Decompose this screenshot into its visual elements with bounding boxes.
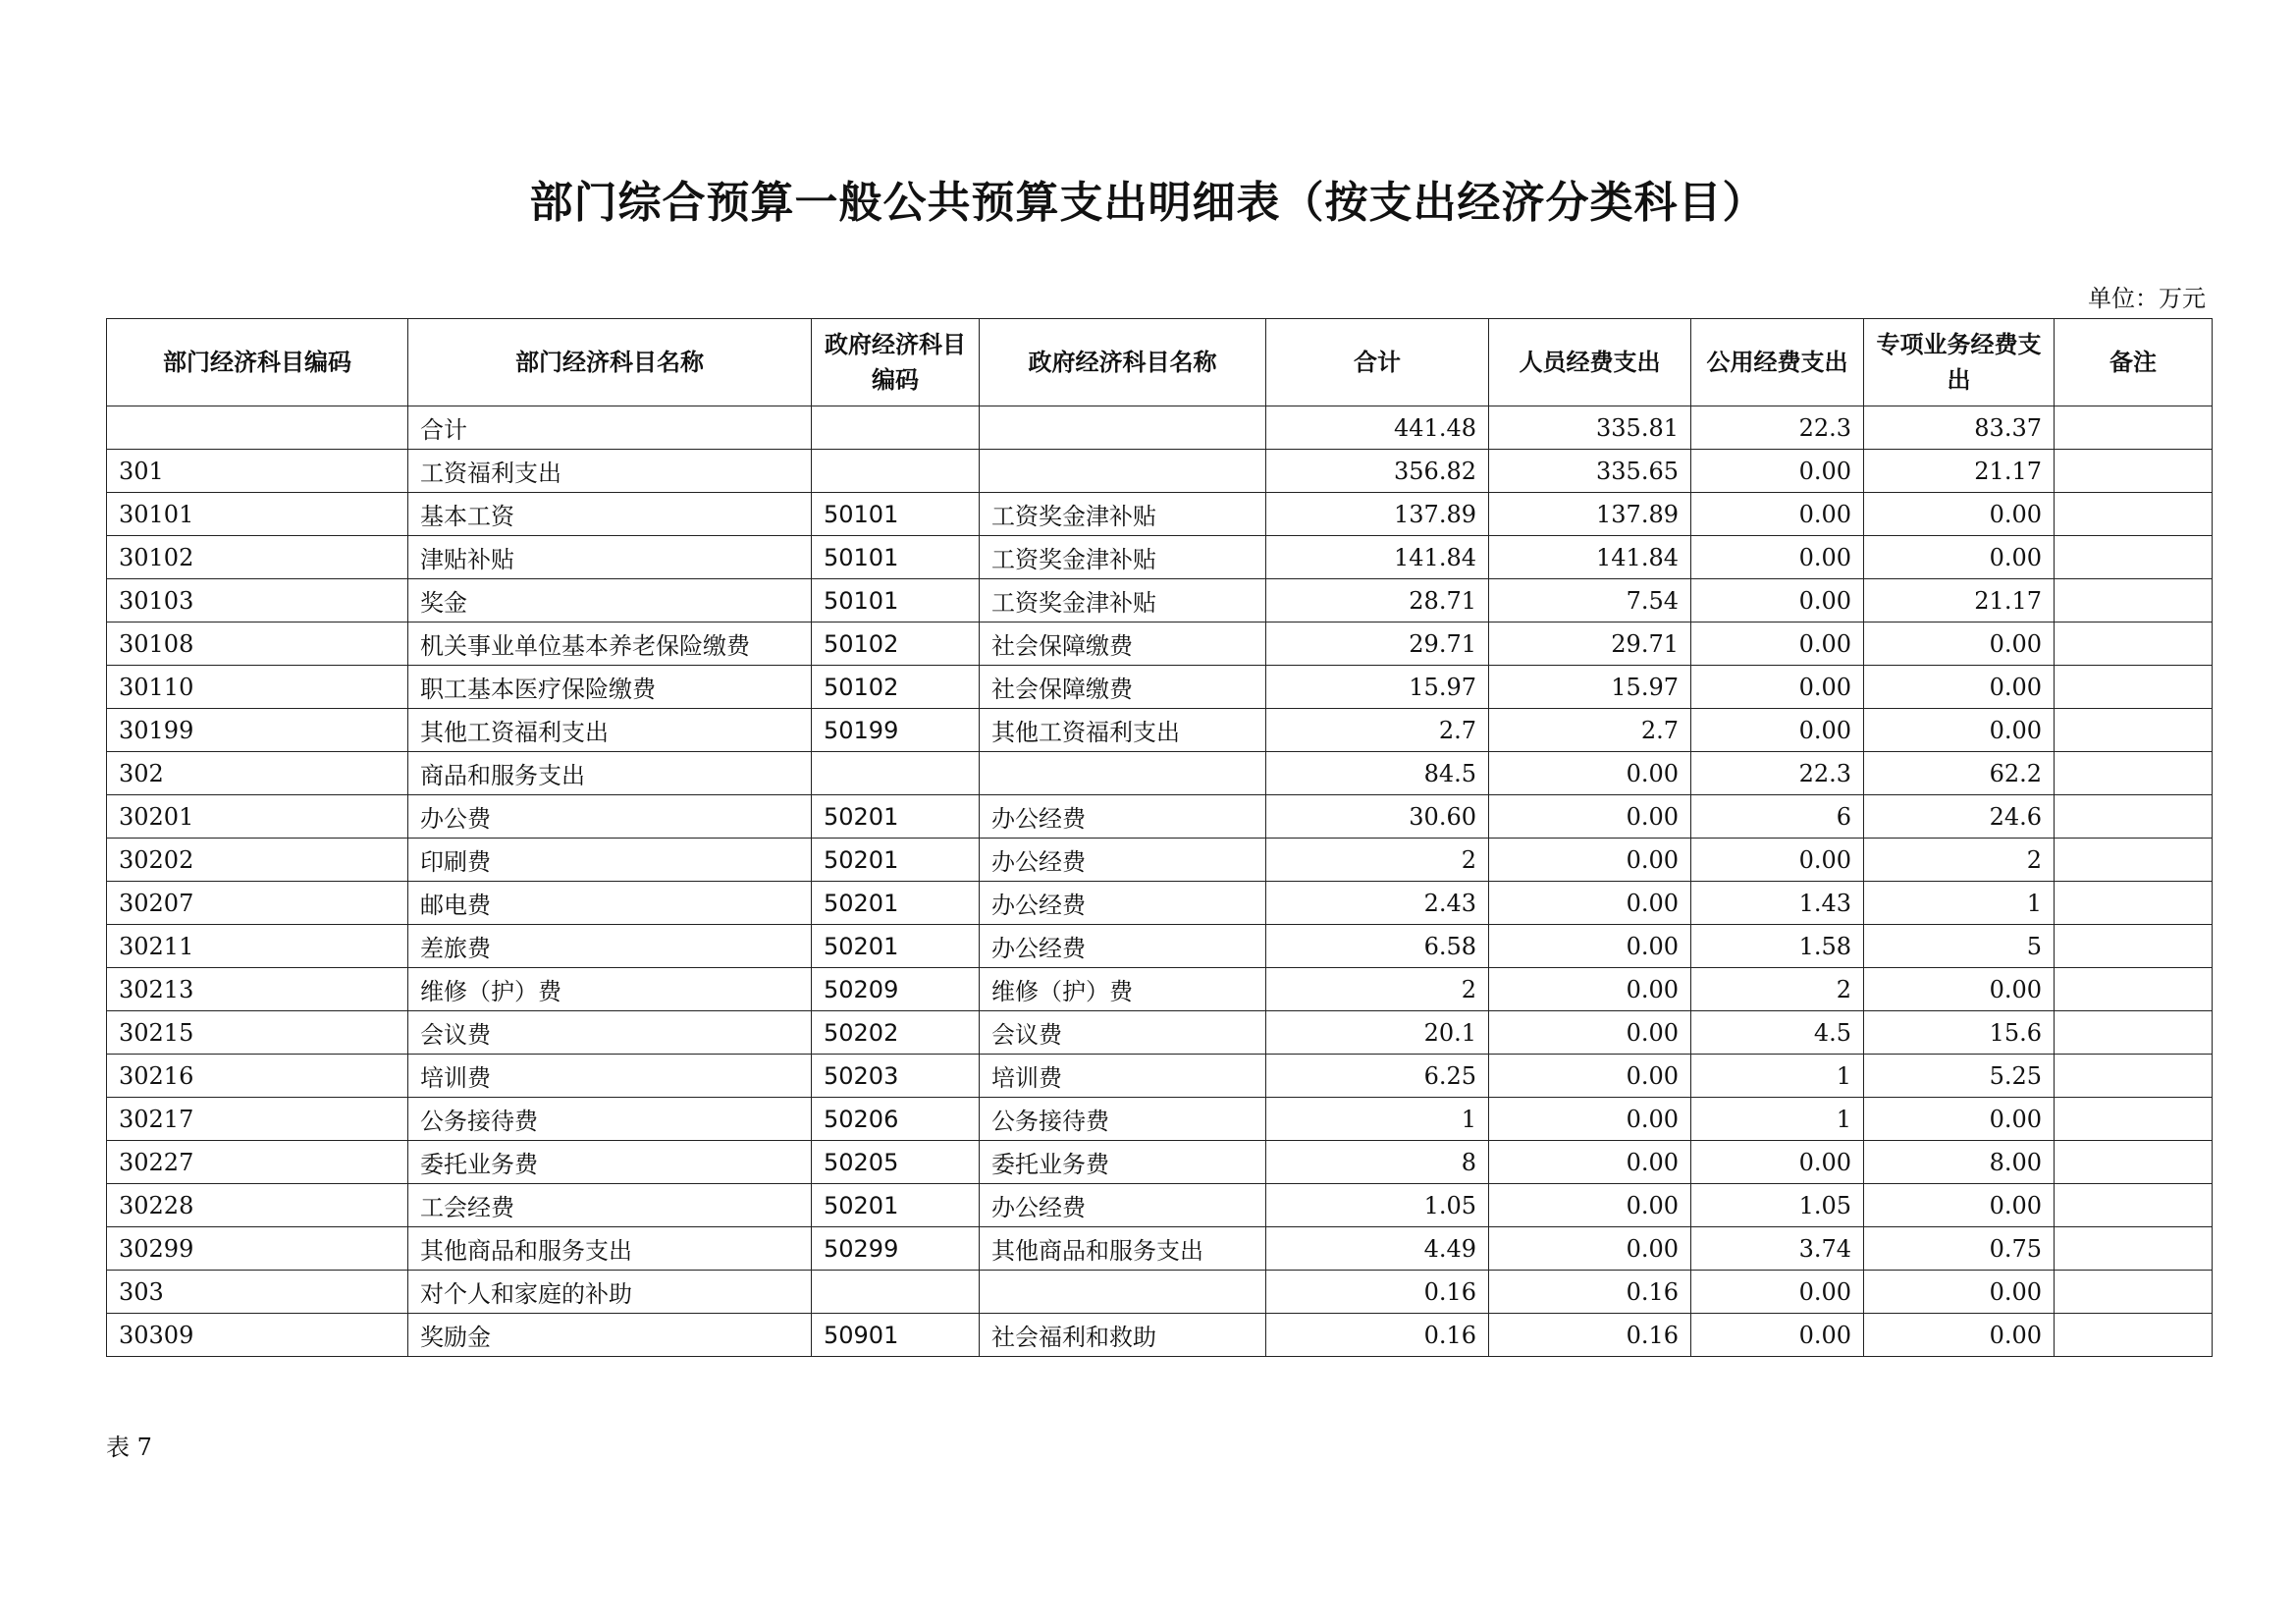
cell-personnel: 0.00 bbox=[1489, 795, 1691, 839]
table-row bbox=[107, 1011, 2213, 1055]
cell-dept-name: 会议费 bbox=[408, 1011, 812, 1055]
cell-total: 2.7 bbox=[1266, 709, 1489, 752]
cell-personnel: 0.00 bbox=[1489, 1184, 1691, 1227]
cell-gov-code: 50299 bbox=[812, 1227, 980, 1271]
cell-public: 0.00 bbox=[1691, 1314, 1864, 1357]
cell-note bbox=[2055, 1141, 2213, 1184]
cell-public: 1.05 bbox=[1691, 1184, 1864, 1227]
cell-public: 1 bbox=[1691, 1055, 1864, 1098]
cell-gov-name: 会议费 bbox=[980, 1011, 1266, 1055]
cell-gov-code: 50201 bbox=[812, 882, 980, 925]
table-row bbox=[107, 795, 2213, 839]
cell-dept-code: 30299 bbox=[107, 1227, 408, 1271]
cell-personnel: 137.89 bbox=[1489, 493, 1691, 536]
cell-total: 0.16 bbox=[1266, 1271, 1489, 1314]
cell-special: 0.00 bbox=[1864, 666, 2055, 709]
cell-personnel: 0.00 bbox=[1489, 1098, 1691, 1141]
header-total: 合计 bbox=[1266, 319, 1489, 406]
cell-dept-code: 30201 bbox=[107, 795, 408, 839]
cell-dept-code: 30309 bbox=[107, 1314, 408, 1357]
cell-gov-code: 50101 bbox=[812, 579, 980, 623]
cell-dept-code: 30227 bbox=[107, 1141, 408, 1184]
cell-total: 29.71 bbox=[1266, 623, 1489, 666]
header-dept-name: 部门经济科目名称 bbox=[408, 319, 812, 406]
cell-total: 15.97 bbox=[1266, 666, 1489, 709]
cell-public: 0.00 bbox=[1691, 1141, 1864, 1184]
table-row bbox=[107, 1227, 2213, 1271]
cell-gov-name: 社会保障缴费 bbox=[980, 623, 1266, 666]
cell-dept-name: 商品和服务支出 bbox=[408, 752, 812, 795]
cell-dept-code: 30228 bbox=[107, 1184, 408, 1227]
table-row bbox=[107, 450, 2213, 493]
table-row bbox=[107, 839, 2213, 882]
cell-note bbox=[2055, 752, 2213, 795]
cell-total: 8 bbox=[1266, 1141, 1489, 1184]
cell-public: 0.00 bbox=[1691, 493, 1864, 536]
cell-personnel: 0.00 bbox=[1489, 1055, 1691, 1098]
table-number: 表 7 bbox=[106, 1434, 152, 1461]
cell-special: 0.00 bbox=[1864, 968, 2055, 1011]
table-body bbox=[107, 406, 2213, 1357]
cell-special: 21.17 bbox=[1864, 450, 2055, 493]
table-row bbox=[107, 1098, 2213, 1141]
cell-total: 2.43 bbox=[1266, 882, 1489, 925]
cell-note bbox=[2055, 623, 2213, 666]
cell-special: 15.6 bbox=[1864, 1011, 2055, 1055]
cell-dept-name: 维修（护）费 bbox=[408, 968, 812, 1011]
cell-special: 0.00 bbox=[1864, 623, 2055, 666]
cell-special: 21.17 bbox=[1864, 579, 2055, 623]
table-row bbox=[107, 968, 2213, 1011]
header-public: 公用经费支出 bbox=[1691, 319, 1864, 406]
cell-gov-code: 50102 bbox=[812, 623, 980, 666]
cell-note bbox=[2055, 968, 2213, 1011]
cell-total: 6.25 bbox=[1266, 1055, 1489, 1098]
cell-personnel: 29.71 bbox=[1489, 623, 1691, 666]
cell-personnel: 0.00 bbox=[1489, 925, 1691, 968]
cell-public: 1.43 bbox=[1691, 882, 1864, 925]
cell-dept-name: 工会经费 bbox=[408, 1184, 812, 1227]
cell-gov-name: 工资奖金津补贴 bbox=[980, 579, 1266, 623]
table-row bbox=[107, 752, 2213, 795]
cell-gov-name: 社会福利和救助 bbox=[980, 1314, 1266, 1357]
cell-public: 22.3 bbox=[1691, 752, 1864, 795]
cell-note bbox=[2055, 450, 2213, 493]
cell-dept-name: 公务接待费 bbox=[408, 1098, 812, 1141]
cell-note bbox=[2055, 1314, 2213, 1357]
header-note: 备注 bbox=[2055, 319, 2213, 406]
cell-gov-name: 工资奖金津补贴 bbox=[980, 536, 1266, 579]
cell-public: 0.00 bbox=[1691, 579, 1864, 623]
table-header-row bbox=[107, 319, 2213, 406]
cell-note bbox=[2055, 925, 2213, 968]
cell-personnel: 0.00 bbox=[1489, 839, 1691, 882]
cell-special: 0.75 bbox=[1864, 1227, 2055, 1271]
cell-total: 1 bbox=[1266, 1098, 1489, 1141]
cell-gov-name bbox=[980, 450, 1266, 493]
cell-dept-code: 30202 bbox=[107, 839, 408, 882]
cell-note bbox=[2055, 1184, 2213, 1227]
cell-gov-name: 办公经费 bbox=[980, 925, 1266, 968]
cell-personnel: 15.97 bbox=[1489, 666, 1691, 709]
cell-personnel: 7.54 bbox=[1489, 579, 1691, 623]
cell-public: 2 bbox=[1691, 968, 1864, 1011]
cell-public: 0.00 bbox=[1691, 709, 1864, 752]
cell-gov-code: 50201 bbox=[812, 925, 980, 968]
cell-total: 6.58 bbox=[1266, 925, 1489, 968]
cell-note bbox=[2055, 493, 2213, 536]
table-row bbox=[107, 1271, 2213, 1314]
cell-public: 22.3 bbox=[1691, 406, 1864, 450]
cell-dept-code: 30213 bbox=[107, 968, 408, 1011]
table-row bbox=[107, 1055, 2213, 1098]
cell-dept-name: 委托业务费 bbox=[408, 1141, 812, 1184]
cell-dept-name: 职工基本医疗保险缴费 bbox=[408, 666, 812, 709]
cell-note bbox=[2055, 839, 2213, 882]
cell-public: 4.5 bbox=[1691, 1011, 1864, 1055]
cell-gov-code: 50199 bbox=[812, 709, 980, 752]
cell-dept-code: 30216 bbox=[107, 1055, 408, 1098]
table-row bbox=[107, 666, 2213, 709]
cell-special: 62.2 bbox=[1864, 752, 2055, 795]
cell-dept-name: 差旅费 bbox=[408, 925, 812, 968]
cell-public: 3.74 bbox=[1691, 1227, 1864, 1271]
cell-gov-code: 50201 bbox=[812, 795, 980, 839]
budget-table bbox=[106, 318, 2213, 1357]
cell-gov-code: 50101 bbox=[812, 536, 980, 579]
cell-personnel: 141.84 bbox=[1489, 536, 1691, 579]
cell-public: 6 bbox=[1691, 795, 1864, 839]
cell-gov-name: 培训费 bbox=[980, 1055, 1266, 1098]
cell-total: 356.82 bbox=[1266, 450, 1489, 493]
cell-gov-code bbox=[812, 752, 980, 795]
cell-personnel: 0.16 bbox=[1489, 1271, 1691, 1314]
cell-dept-code: 30217 bbox=[107, 1098, 408, 1141]
cell-personnel: 335.65 bbox=[1489, 450, 1691, 493]
cell-gov-code: 50203 bbox=[812, 1055, 980, 1098]
cell-dept-name: 其他商品和服务支出 bbox=[408, 1227, 812, 1271]
cell-public: 0.00 bbox=[1691, 623, 1864, 666]
cell-gov-name: 工资奖金津补贴 bbox=[980, 493, 1266, 536]
cell-dept-code: 30207 bbox=[107, 882, 408, 925]
cell-total: 30.60 bbox=[1266, 795, 1489, 839]
cell-total: 137.89 bbox=[1266, 493, 1489, 536]
header-special: 专项业务经费支出 bbox=[1864, 319, 2055, 406]
cell-dept-name: 合计 bbox=[408, 406, 812, 450]
cell-personnel: 0.00 bbox=[1489, 1141, 1691, 1184]
cell-note bbox=[2055, 795, 2213, 839]
table-row bbox=[107, 709, 2213, 752]
cell-note bbox=[2055, 579, 2213, 623]
cell-dept-code: 301 bbox=[107, 450, 408, 493]
cell-personnel: 335.81 bbox=[1489, 406, 1691, 450]
cell-special: 5 bbox=[1864, 925, 2055, 968]
cell-gov-name: 社会保障缴费 bbox=[980, 666, 1266, 709]
cell-special: 0.00 bbox=[1864, 709, 2055, 752]
page-title: 部门综合预算一般公共预算支出明细表（按支出经济分类科目） bbox=[529, 178, 1767, 228]
cell-dept-code: 30108 bbox=[107, 623, 408, 666]
cell-dept-code: 30103 bbox=[107, 579, 408, 623]
cell-dept-name: 印刷费 bbox=[408, 839, 812, 882]
cell-gov-code: 50201 bbox=[812, 1184, 980, 1227]
cell-gov-name: 办公经费 bbox=[980, 795, 1266, 839]
cell-gov-name: 维修（护）费 bbox=[980, 968, 1266, 1011]
cell-gov-code: 50101 bbox=[812, 493, 980, 536]
cell-dept-name: 其他工资福利支出 bbox=[408, 709, 812, 752]
cell-gov-code: 50206 bbox=[812, 1098, 980, 1141]
cell-personnel: 0.16 bbox=[1489, 1314, 1691, 1357]
cell-special: 0.00 bbox=[1864, 1314, 2055, 1357]
cell-dept-code: 30110 bbox=[107, 666, 408, 709]
cell-public: 1.58 bbox=[1691, 925, 1864, 968]
cell-total: 1.05 bbox=[1266, 1184, 1489, 1227]
cell-gov-code: 50901 bbox=[812, 1314, 980, 1357]
table-row bbox=[107, 493, 2213, 536]
cell-dept-code: 303 bbox=[107, 1271, 408, 1314]
cell-gov-code: 50202 bbox=[812, 1011, 980, 1055]
cell-dept-name: 培训费 bbox=[408, 1055, 812, 1098]
unit-label: 单位：万元 bbox=[2088, 285, 2206, 312]
cell-gov-code bbox=[812, 406, 980, 450]
cell-personnel: 0.00 bbox=[1489, 1011, 1691, 1055]
cell-dept-name: 工资福利支出 bbox=[408, 450, 812, 493]
header-personnel: 人员经费支出 bbox=[1489, 319, 1691, 406]
cell-dept-name: 邮电费 bbox=[408, 882, 812, 925]
cell-special: 0.00 bbox=[1864, 1098, 2055, 1141]
cell-total: 141.84 bbox=[1266, 536, 1489, 579]
cell-special: 83.37 bbox=[1864, 406, 2055, 450]
cell-gov-name: 其他工资福利支出 bbox=[980, 709, 1266, 752]
cell-personnel: 0.00 bbox=[1489, 752, 1691, 795]
cell-special: 0.00 bbox=[1864, 536, 2055, 579]
cell-dept-name: 奖励金 bbox=[408, 1314, 812, 1357]
table-row bbox=[107, 536, 2213, 579]
cell-gov-code: 50209 bbox=[812, 968, 980, 1011]
cell-gov-name: 办公经费 bbox=[980, 839, 1266, 882]
table-row bbox=[107, 623, 2213, 666]
cell-dept-code: 30199 bbox=[107, 709, 408, 752]
cell-total: 2 bbox=[1266, 968, 1489, 1011]
cell-gov-code bbox=[812, 1271, 980, 1314]
cell-total: 441.48 bbox=[1266, 406, 1489, 450]
cell-gov-name bbox=[980, 406, 1266, 450]
table-row bbox=[107, 579, 2213, 623]
cell-note bbox=[2055, 666, 2213, 709]
cell-public: 0.00 bbox=[1691, 666, 1864, 709]
cell-note bbox=[2055, 536, 2213, 579]
cell-dept-code: 30102 bbox=[107, 536, 408, 579]
cell-note bbox=[2055, 1098, 2213, 1141]
cell-special: 0.00 bbox=[1864, 493, 2055, 536]
cell-special: 0.00 bbox=[1864, 1184, 2055, 1227]
cell-special: 2 bbox=[1864, 839, 2055, 882]
cell-total: 4.49 bbox=[1266, 1227, 1489, 1271]
cell-gov-name: 办公经费 bbox=[980, 882, 1266, 925]
cell-gov-code: 50201 bbox=[812, 839, 980, 882]
cell-note bbox=[2055, 1055, 2213, 1098]
cell-total: 20.1 bbox=[1266, 1011, 1489, 1055]
cell-special: 0.00 bbox=[1864, 1271, 2055, 1314]
cell-total: 84.5 bbox=[1266, 752, 1489, 795]
cell-gov-code: 50102 bbox=[812, 666, 980, 709]
table-row bbox=[107, 882, 2213, 925]
cell-gov-code bbox=[812, 450, 980, 493]
cell-dept-name: 对个人和家庭的补助 bbox=[408, 1271, 812, 1314]
cell-gov-name: 其他商品和服务支出 bbox=[980, 1227, 1266, 1271]
cell-gov-name: 公务接待费 bbox=[980, 1098, 1266, 1141]
cell-dept-code bbox=[107, 406, 408, 450]
cell-dept-name: 机关事业单位基本养老保险缴费 bbox=[408, 623, 812, 666]
cell-note bbox=[2055, 709, 2213, 752]
cell-dept-name: 基本工资 bbox=[408, 493, 812, 536]
cell-special: 8.00 bbox=[1864, 1141, 2055, 1184]
cell-dept-code: 30215 bbox=[107, 1011, 408, 1055]
cell-dept-code: 302 bbox=[107, 752, 408, 795]
cell-public: 0.00 bbox=[1691, 536, 1864, 579]
cell-dept-name: 奖金 bbox=[408, 579, 812, 623]
cell-gov-name bbox=[980, 752, 1266, 795]
cell-dept-code: 30101 bbox=[107, 493, 408, 536]
cell-personnel: 2.7 bbox=[1489, 709, 1691, 752]
cell-gov-name bbox=[980, 1271, 1266, 1314]
cell-personnel: 0.00 bbox=[1489, 1227, 1691, 1271]
cell-special: 24.6 bbox=[1864, 795, 2055, 839]
cell-dept-name: 津贴补贴 bbox=[408, 536, 812, 579]
cell-note bbox=[2055, 1011, 2213, 1055]
cell-special: 1 bbox=[1864, 882, 2055, 925]
cell-gov-code: 50205 bbox=[812, 1141, 980, 1184]
cell-note bbox=[2055, 406, 2213, 450]
cell-note bbox=[2055, 882, 2213, 925]
cell-public: 0.00 bbox=[1691, 839, 1864, 882]
cell-total: 28.71 bbox=[1266, 579, 1489, 623]
table-row bbox=[107, 1314, 2213, 1357]
cell-note bbox=[2055, 1271, 2213, 1314]
cell-total: 2 bbox=[1266, 839, 1489, 882]
header-gov-code: 政府经济科目编码 bbox=[812, 319, 980, 406]
cell-dept-name: 办公费 bbox=[408, 795, 812, 839]
table-row bbox=[107, 1184, 2213, 1227]
header-dept-code: 部门经济科目编码 bbox=[107, 319, 408, 406]
table-row bbox=[107, 925, 2213, 968]
cell-gov-name: 委托业务费 bbox=[980, 1141, 1266, 1184]
cell-special: 5.25 bbox=[1864, 1055, 2055, 1098]
header-gov-name: 政府经济科目名称 bbox=[980, 319, 1266, 406]
cell-dept-code: 30211 bbox=[107, 925, 408, 968]
cell-public: 1 bbox=[1691, 1098, 1864, 1141]
cell-note bbox=[2055, 1227, 2213, 1271]
cell-personnel: 0.00 bbox=[1489, 882, 1691, 925]
cell-gov-name: 办公经费 bbox=[980, 1184, 1266, 1227]
cell-public: 0.00 bbox=[1691, 1271, 1864, 1314]
cell-personnel: 0.00 bbox=[1489, 968, 1691, 1011]
table-row bbox=[107, 406, 2213, 450]
cell-public: 0.00 bbox=[1691, 450, 1864, 493]
table-row bbox=[107, 1141, 2213, 1184]
cell-total: 0.16 bbox=[1266, 1314, 1489, 1357]
